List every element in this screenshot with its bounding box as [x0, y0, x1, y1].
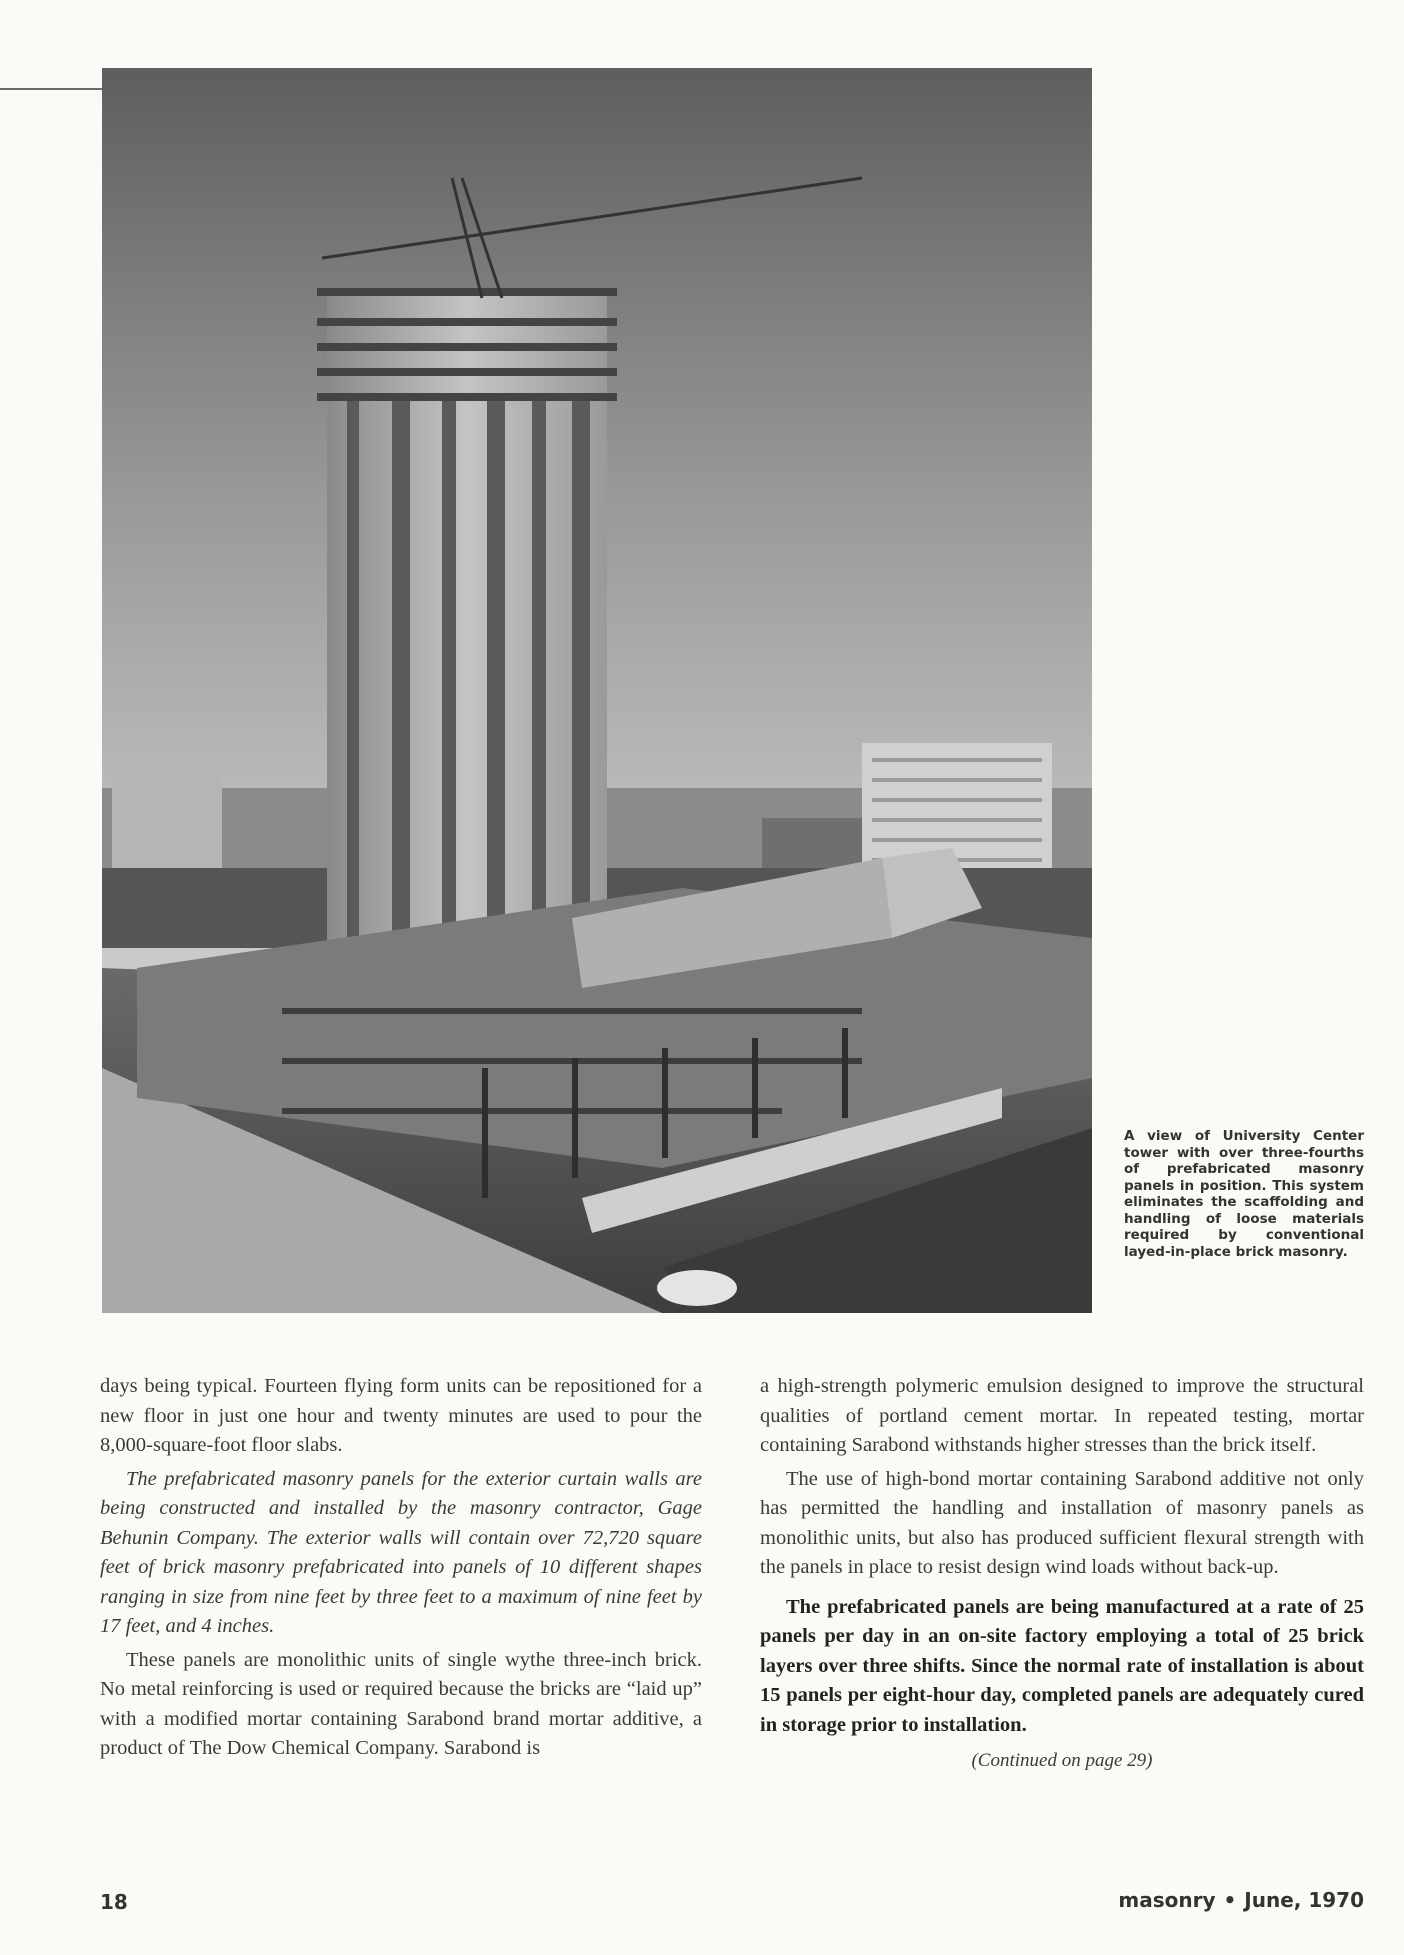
right-paragraph-2: The use of high-bond mortar containing Sarabond additive not only has permitted the handling and installation of masonry panels as monolithic units, but also has produced sufficient flexural strength with the panels in place to resist design wind loads without back-up.: [760, 1467, 1364, 1578]
left-paragraph-3: These panels are monolithic units of single wythe three-inch brick. No metal reinforcing is used or required because the bricks are “laid up” with a modified mortar containing Sarabond brand mortar additive, a product of The Dow Chemical Company. Sarabond is: [100, 1648, 702, 1759]
right-column: [760, 1372, 1364, 1780]
scan-edge-line: [0, 88, 110, 90]
tower-photo-illustration: [102, 68, 1092, 1313]
left-paragraph-2: The prefabricated masonry panels for the exterior curtain walls are being constructed and installed by the masonry contractor, Gage Behunin Company. The exterior walls will contain over 72,720 square feet of brick masonry prefabricated into panels of 10 different shapes ranging in size from nine feet by three feet to a maximum of nine feet by 17 feet, and 4 inches.: [100, 1467, 702, 1637]
right-paragraph-3: The prefabricated panels are being manufactured at a rate of 25 panels per day in an on-site factory employing a total of 25 brick layers over three shifts. Since the normal rate of installation is about 15 panels per eight-hour day, completed panels are adequately cured in storage prior to installation.: [760, 1595, 1364, 1736]
footer-bullet: •: [1223, 1888, 1237, 1912]
publication-footer: [1118, 1888, 1364, 1912]
left-paragraph-1: days being typical. Fourteen flying form units can be repositioned for a new floor in just one hour and twenty minutes are used to pour the 8,000-square-foot floor slabs.: [100, 1375, 702, 1456]
publication-name: masonry: [1118, 1888, 1216, 1912]
publication-date: June, 1970: [1244, 1888, 1364, 1912]
construction-photo: [102, 68, 1092, 1313]
right-paragraph-1: a high-strength polymeric emulsion designed to improve the structural qualities of portland cement mortar. In repeated testing, mortar containing Sarabond withstands higher stresses than the brick itself.: [760, 1375, 1364, 1456]
photo-caption: A view of University Center tower with over three-fourths of prefabricated masonry panels in position. This system eliminates the scaffolding and handling of loose materials required by conventional layed-in-place brick masonry.: [1124, 1128, 1364, 1260]
page-number: 18: [100, 1890, 128, 1914]
continued-note: (Continued on page 29): [971, 1750, 1153, 1771]
left-column: [100, 1372, 702, 1768]
